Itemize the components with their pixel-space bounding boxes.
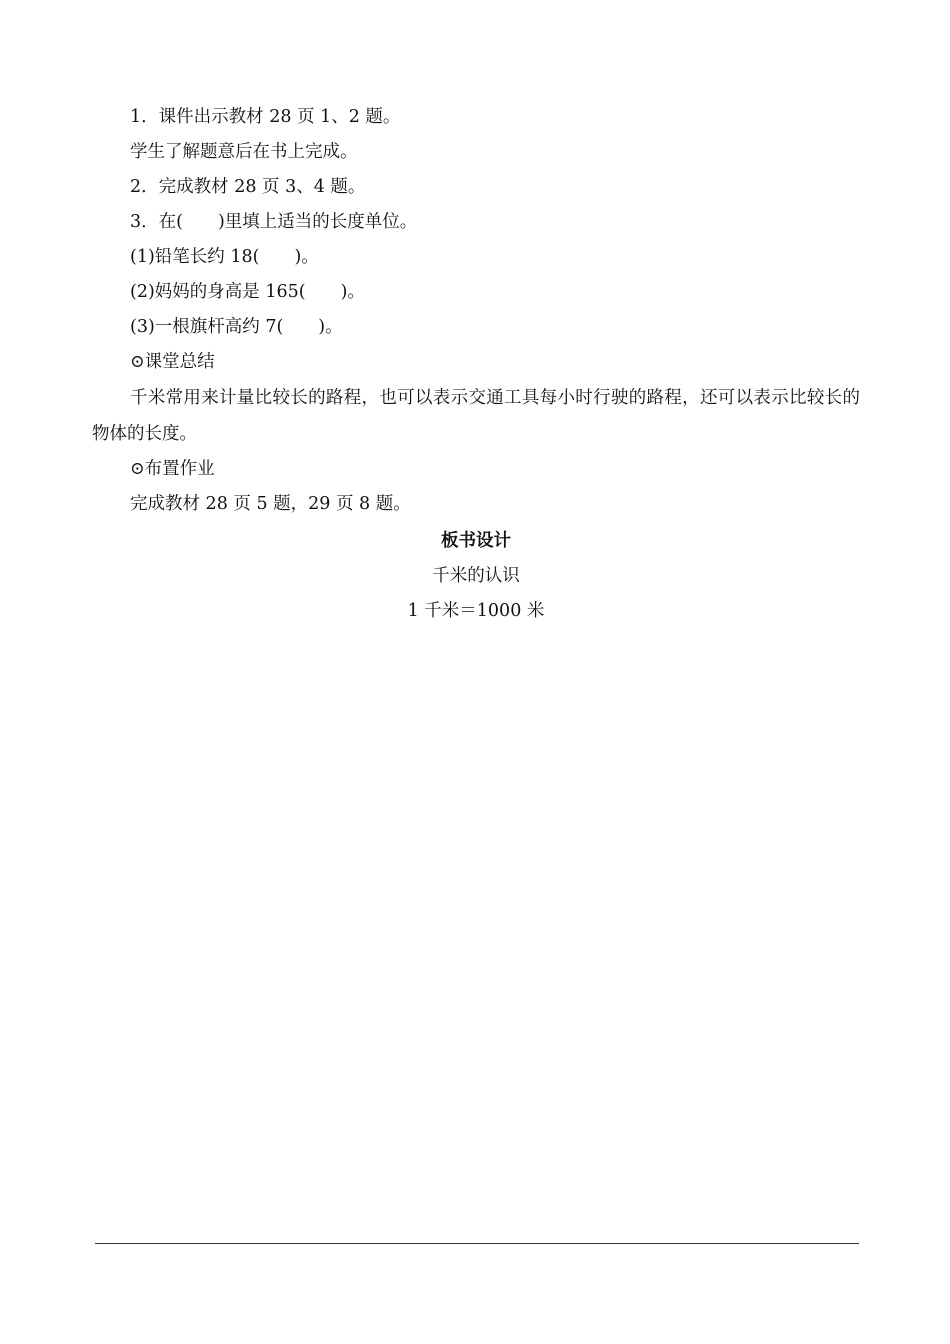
exercise-2: 2．完成教材 28 页 3、4 题。 bbox=[130, 177, 366, 197]
summary-text: 千米常用来计量比较长的路程，也可以表示交通工具每小时行驶的路程，还可以表示比较长的物体的长度。 bbox=[92, 388, 860, 444]
exercise-3-item-3: (3)一根旗杆高约 7( )。 bbox=[130, 317, 343, 337]
section-summary-heading: ⊙课堂总结 bbox=[130, 352, 215, 372]
exercise-1-note: 学生了解题意后在书上完成。 bbox=[130, 142, 358, 162]
document-body bbox=[92, 100, 860, 629]
board-design-heading: 板书设计 bbox=[441, 531, 511, 551]
homework-text: 完成教材 28 页 5 题，29 页 8 题。 bbox=[130, 494, 411, 514]
exercise-3: 3．在( )里填上适当的长度单位。 bbox=[130, 212, 418, 232]
board-title: 千米的认识 bbox=[432, 566, 520, 586]
board-formula: 1 千米＝1000 米 bbox=[407, 601, 545, 621]
exercise-1: 1．课件出示教材 28 页 1、2 题。 bbox=[130, 107, 401, 127]
exercise-3-item-1: (1)铅笔长约 18( )。 bbox=[130, 247, 319, 267]
exercise-3-item-2: (2)妈妈的身高是 165( )。 bbox=[130, 282, 365, 302]
section-homework-heading: ⊙布置作业 bbox=[130, 459, 215, 479]
footer-divider bbox=[95, 1243, 859, 1244]
